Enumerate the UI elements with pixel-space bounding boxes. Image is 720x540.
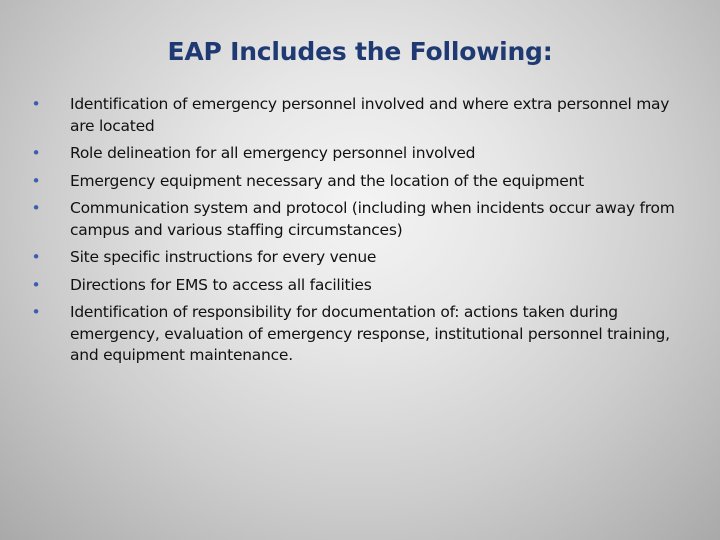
bullet-icon: •: [31, 275, 41, 294]
list-item: [30, 94, 696, 137]
bullet-icon: •: [31, 144, 41, 162]
bullet-text: Emergency equipment necessary and the location of the equipment: [70, 171, 584, 190]
bullet-text: Directions for EMS to access all facilities: [70, 275, 372, 294]
slide-title: EAP Includes the Following:: [167, 37, 553, 66]
bullet-icon: •: [31, 303, 41, 321]
bullet-icon: •: [31, 199, 41, 217]
bullet-icon: •: [31, 248, 41, 266]
bullet-icon: •: [31, 171, 41, 190]
list-item: [30, 171, 696, 193]
bullet-list: [30, 94, 696, 373]
bullet-text: Identification of emergency personnel involved and where extra personnel may are located: [70, 95, 670, 135]
list-item: [30, 143, 696, 165]
bullet-text: Identification of responsibility for documentation of: actions taken during emergency, evaluation of emergency response, institutional personnel training, and equipment maintenance.: [70, 303, 670, 364]
list-item: [30, 302, 696, 367]
bullet-icon: •: [31, 95, 41, 113]
list-item: [30, 198, 696, 241]
bullet-text: Role delineation for all emergency personnel involved: [70, 144, 476, 162]
bullet-text: Communication system and protocol (including when incidents occur away from campus and various staffing circumstances): [70, 199, 675, 239]
list-item: [30, 275, 696, 297]
list-item: [30, 247, 696, 269]
bullet-text: Site specific instructions for every venue: [70, 248, 377, 266]
